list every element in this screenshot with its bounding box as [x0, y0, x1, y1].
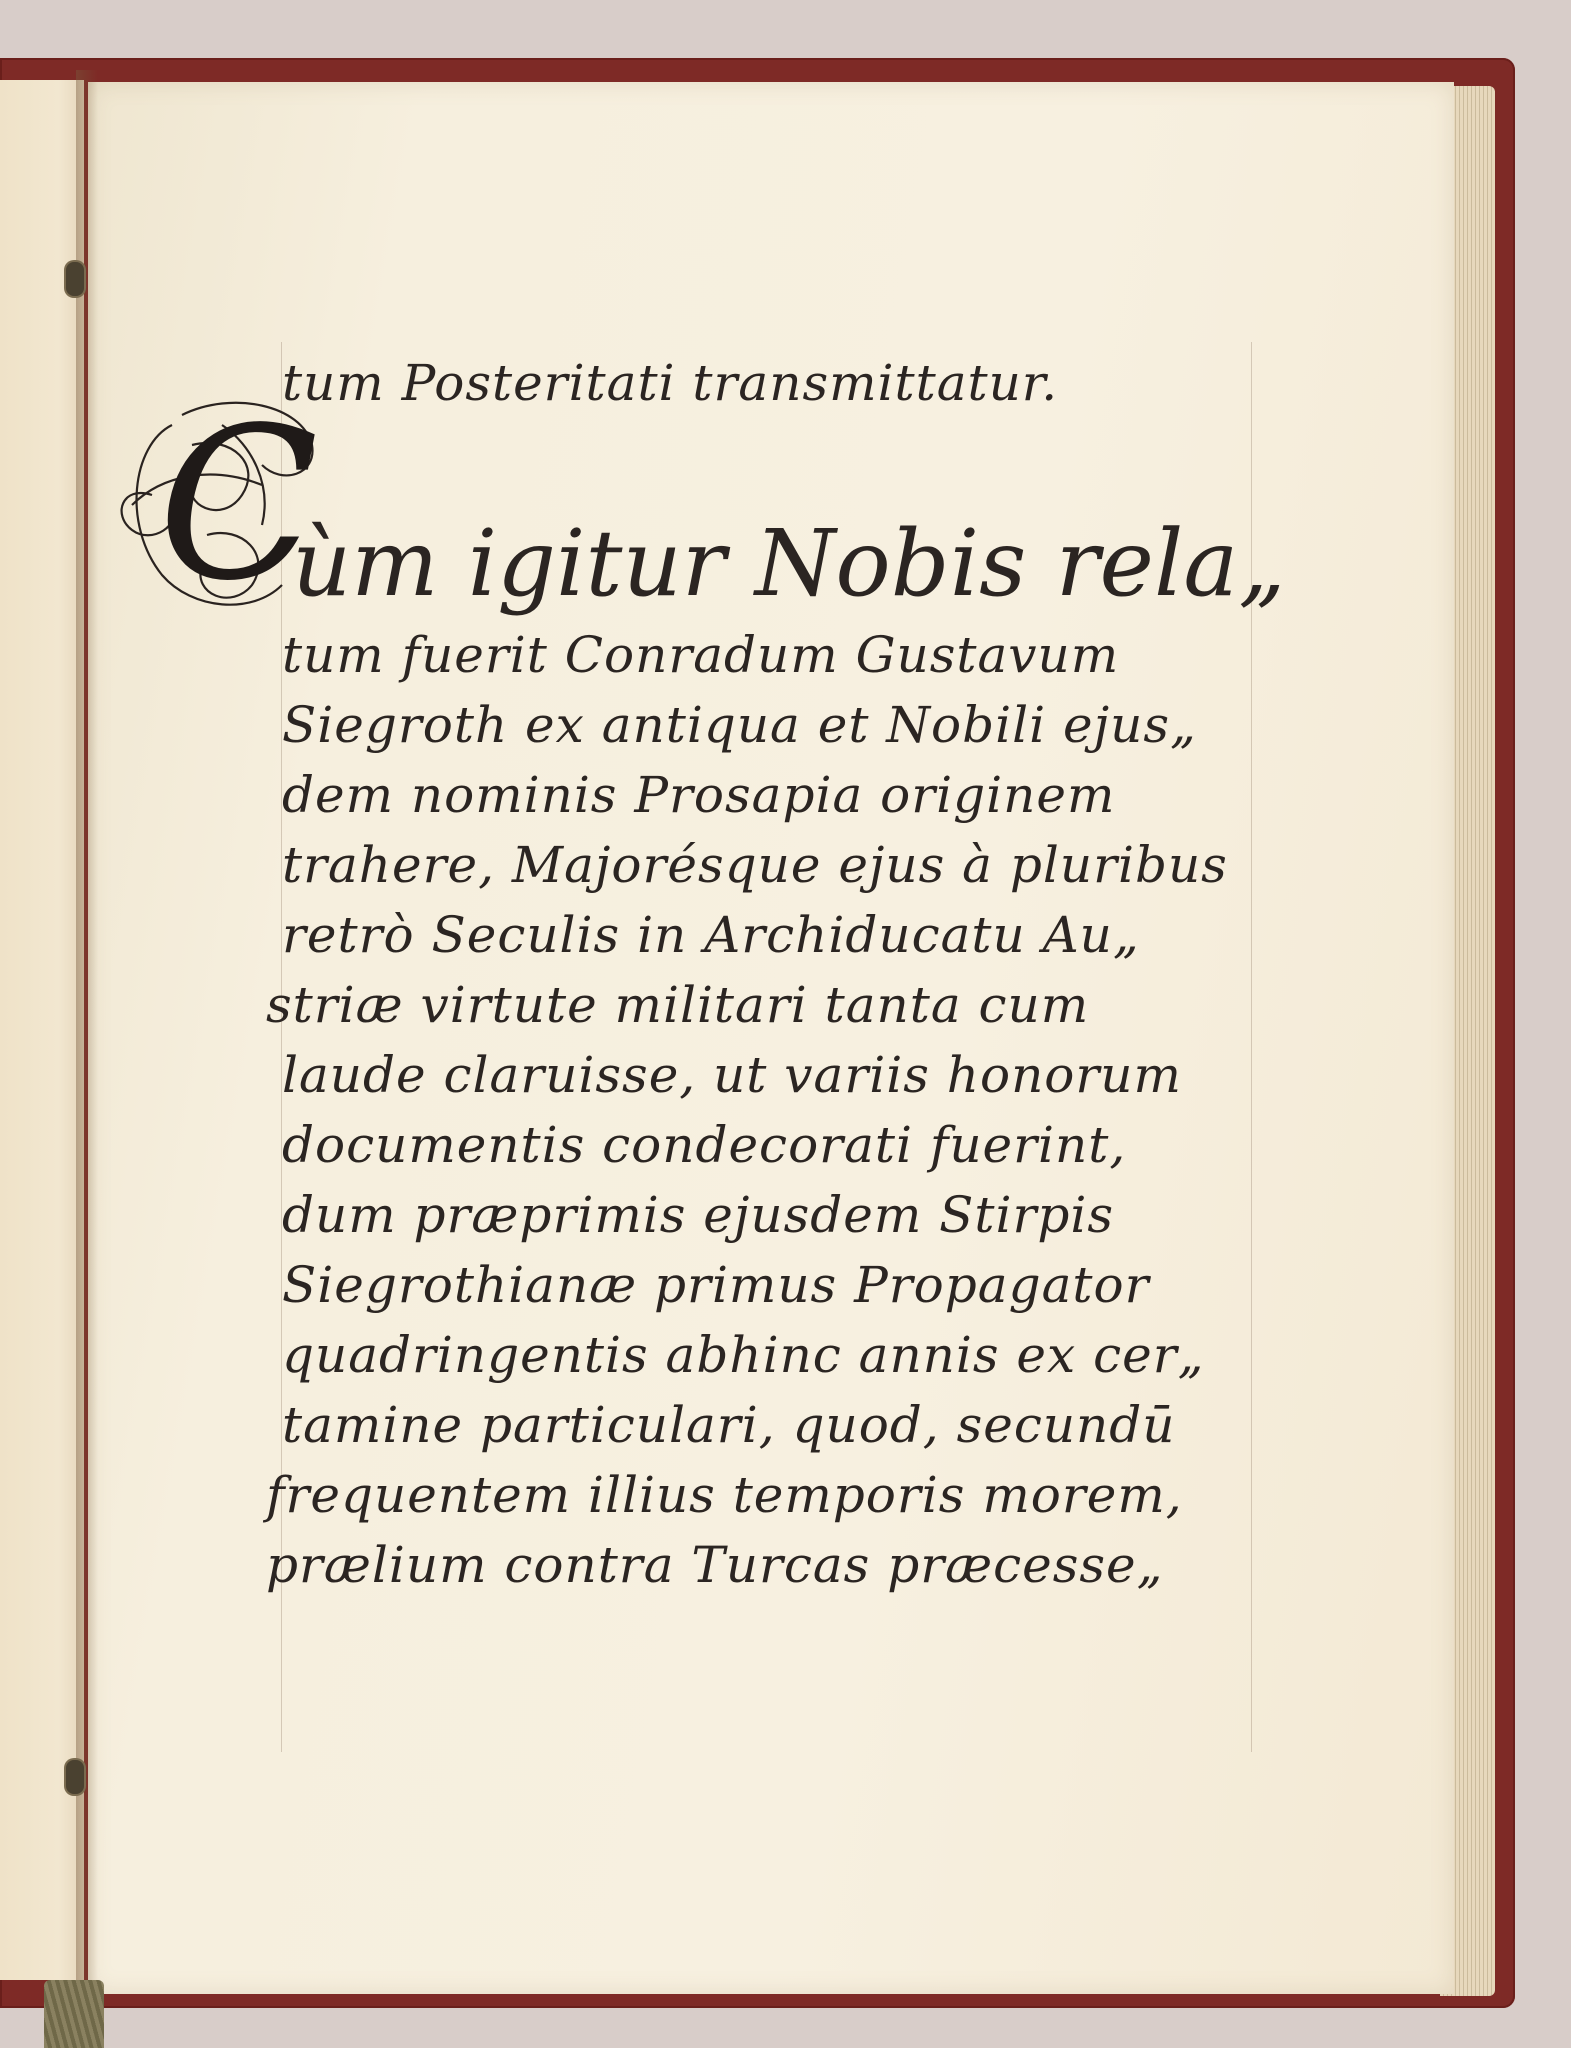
manuscript-line: dum præprimis ejusdem Stirpis	[282, 1186, 1115, 1244]
manuscript-line: tum Posteritati transmittatur.	[282, 354, 1059, 412]
manuscript-line: dem nominis Prosapia originem	[282, 766, 1116, 824]
manuscript-line: retrò Seculis in Archiducatu Au„	[282, 906, 1140, 964]
manuscript-line: trahere, Majorésque ejus à pluribus	[282, 836, 1228, 894]
manuscript-line: documentis condecorati fuerint,	[282, 1116, 1127, 1174]
manuscript-line: ùm igitur Nobis rela„	[292, 510, 1286, 617]
left-page-edge	[0, 80, 84, 1980]
manuscript-line: quadringentis abhinc annis ex cer„	[282, 1326, 1205, 1384]
manuscript-line: tamine particulari, quod, secundū	[282, 1396, 1176, 1454]
manuscript-line: tum fuerit Conradum Gustavum	[282, 626, 1120, 684]
manuscript-line: laude claruisse, ut variis honorum	[282, 1046, 1182, 1104]
gutter-shadow	[76, 70, 98, 1980]
manuscript-line: striæ virtute militari tanta cum	[266, 976, 1090, 1034]
binding-cord	[44, 1980, 104, 2048]
manuscript-line: frequentem illius temporis morem,	[266, 1466, 1183, 1524]
manuscript-line: prælium contra Turcas præcesse„	[266, 1536, 1164, 1594]
manuscript-line: Siegrothianæ primus Propagator	[282, 1256, 1150, 1314]
initial-letter: C	[158, 382, 319, 627]
manuscript-line: Siegroth ex antiqua et Nobili ejus„	[282, 696, 1197, 754]
binding-stitch-bottom	[66, 1760, 84, 1794]
binding-stitch-top	[66, 262, 84, 296]
